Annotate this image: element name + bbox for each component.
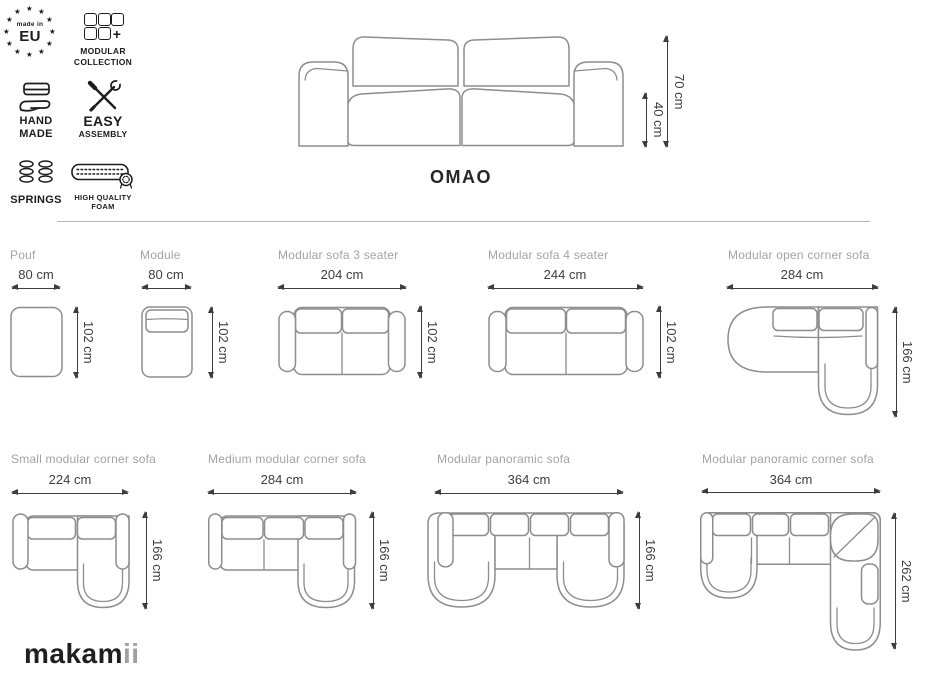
depth-dimension: 102 cm (216, 321, 231, 364)
width-arrow (208, 493, 356, 494)
width-dimension: 80 cm (148, 267, 184, 282)
high-quality-label: HIGH QUALITY (74, 193, 132, 202)
sofa-4-seater-top-view-drawing (488, 305, 644, 378)
sofa-3-seater-top-view-drawing (278, 305, 406, 378)
star-icon: ★ (49, 27, 56, 36)
width-arrow (488, 288, 643, 289)
star-icon: ★ (46, 39, 53, 48)
seat-height-dimension: 40 cm (651, 102, 666, 138)
depth-arrow (212, 307, 213, 378)
depth-dimension: 166 cm (643, 539, 658, 582)
depth-dimension: 102 cm (81, 321, 96, 364)
module-square-icon (98, 27, 111, 40)
width-dimension: 224 cm (48, 472, 92, 487)
brand-logo-accent: ii (123, 638, 140, 669)
depth-arrow (660, 306, 661, 378)
width-arrow (435, 493, 623, 494)
star-icon: ★ (26, 4, 33, 13)
springs-icon (16, 158, 56, 188)
module-square-icon (111, 13, 124, 26)
star-icon: ★ (46, 15, 53, 24)
springs-label: SPRINGS (10, 194, 62, 206)
width-dimension: 244 cm (543, 267, 587, 282)
config-name: Medium modular corner sofa (208, 452, 366, 466)
width-arrow (142, 288, 191, 289)
depth-dimension: 166 cm (150, 539, 165, 582)
product-title: OMAO (430, 167, 492, 187)
module-square-icon (98, 13, 111, 26)
module-square-icon (84, 27, 97, 40)
config-name: Small modular corner sofa (11, 452, 157, 466)
made-in-label: made in (16, 21, 44, 28)
eu-label: EU (19, 28, 41, 45)
hand-label: HAND (19, 115, 53, 127)
panoramic-corner-sofa-top-view-drawing (700, 512, 881, 651)
made-label: MADE (19, 128, 53, 140)
small-corner-sofa-top-view-drawing (12, 512, 130, 609)
open-corner-sofa-top-view-drawing (727, 306, 879, 418)
sofa-front-view-drawing (296, 28, 626, 150)
config-name: Modular open corner sofa (728, 248, 870, 262)
separator-line (57, 221, 870, 222)
brand-logo-main: makam (24, 638, 124, 669)
star-icon: ★ (26, 50, 33, 59)
seat-height-arrow (646, 93, 647, 147)
made-in-eu-badge (4, 6, 56, 58)
width-dimension: 284 cm (260, 472, 304, 487)
depth-dimension: 166 cm (377, 539, 392, 582)
depth-arrow (896, 307, 897, 417)
depth-arrow (421, 306, 422, 378)
collection-label: COLLECTION (73, 56, 133, 67)
depth-arrow (77, 307, 78, 378)
width-arrow (702, 492, 880, 493)
depth-arrow (373, 512, 374, 609)
star-icon: ★ (38, 47, 45, 56)
config-name: Module (140, 248, 181, 262)
hand-made-icon (16, 80, 56, 114)
medium-corner-sofa-top-view-drawing (208, 512, 356, 609)
width-arrow (12, 288, 60, 289)
config-name: Pouf (10, 248, 36, 262)
star-icon: ★ (38, 7, 45, 16)
module-top-view-drawing (141, 306, 193, 378)
panoramic-sofa-top-view-drawing (427, 512, 625, 609)
width-dimension: 80 cm (18, 267, 54, 282)
depth-dimension: 262 cm (899, 559, 914, 603)
foam-icon (71, 161, 135, 189)
width-dimension: 284 cm (780, 267, 824, 282)
depth-dimension: 102 cm (425, 320, 440, 364)
pouf-top-view-drawing (10, 306, 63, 378)
width-arrow (727, 288, 878, 289)
assembly-label: ASSEMBLY (78, 129, 128, 139)
overall-height-arrow (667, 36, 668, 147)
depth-arrow (146, 512, 147, 609)
depth-arrow (639, 512, 640, 609)
star-icon: ★ (6, 15, 13, 24)
brand-logo (24, 638, 140, 670)
width-dimension: 364 cm (507, 472, 551, 487)
width-dimension: 204 cm (320, 267, 364, 282)
easy-assembly-icon (86, 79, 122, 115)
easy-label: EASY (83, 113, 123, 129)
config-name: Modular sofa 3 seater (278, 248, 399, 262)
width-dimension: 364 cm (769, 472, 813, 487)
star-icon: ★ (14, 47, 21, 56)
config-name: Modular panoramic corner sofa (702, 452, 874, 466)
depth-dimension: 166 cm (900, 340, 915, 384)
plus-icon: + (112, 26, 122, 42)
depth-dimension: 102 cm (664, 320, 679, 364)
foam-label: FOAM (91, 202, 115, 211)
depth-arrow (895, 513, 896, 649)
width-arrow (12, 493, 128, 494)
overall-height-dimension: 70 cm (672, 73, 687, 110)
star-icon: ★ (6, 39, 13, 48)
star-icon: ★ (14, 7, 21, 16)
width-arrow (278, 288, 406, 289)
star-icon: ★ (3, 27, 10, 36)
module-square-icon (84, 13, 97, 26)
modular-label: MODULAR (80, 46, 126, 56)
config-name: Modular panoramic sofa (437, 452, 571, 466)
config-name: Modular sofa 4 seater (488, 248, 609, 262)
